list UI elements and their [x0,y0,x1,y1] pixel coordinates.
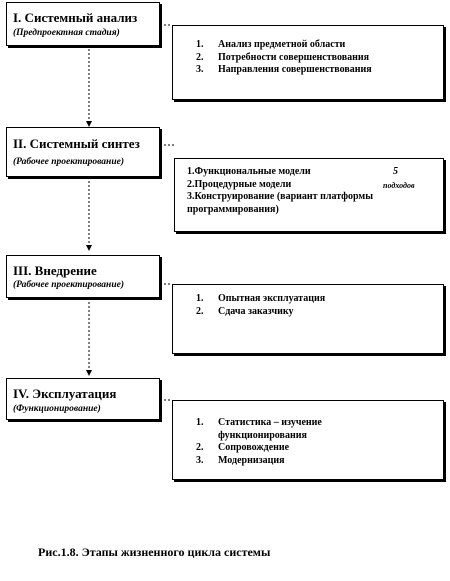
list-item: 2. Потребности совершенствования [196,51,370,63]
list-item: 3. Модернизация [196,454,285,466]
stage-4-title: IV. Эксплуатация [13,386,117,401]
list-item: 1. Анализ предметной области [196,39,346,50]
list-item: 1. Опытная эксплуатация [196,293,326,304]
stage-3-details-box [172,284,444,354]
list-item: 2. Сдача заказчику [196,305,294,317]
stage-1-details-list [196,39,436,77]
list-item: 1.Функциональные модели 5 [187,166,398,177]
list-item: 3. Направления совершенствования [196,64,372,75]
stage-1-details-box [172,25,444,100]
stage-4-details-list [196,417,396,467]
stage-2-title: II. Системный синтез [13,136,140,151]
note-approaches: подходов [383,180,415,190]
stage-2-details-box [174,158,444,232]
stage-4-details-box [172,400,444,480]
stage-3-subtitle: (Рабочее проектирование) [13,280,124,290]
stage-2-box [6,127,160,177]
stage-3-title: III. Внедрение [13,263,97,278]
stage-4-box [6,378,160,420]
stage-1-title: I. Системный анализ [13,10,138,25]
list-item: 1. Статистика – изучение функционирования [196,417,322,441]
list-item: 3.Конструирование (вариант платформы программирования) [187,191,374,215]
stage-1-box [6,2,160,46]
list-item: 2.Процедурные модели подходов [187,179,437,192]
stage-3-details-list [196,293,436,318]
stage-2-subtitle: (Рабочее проектирование) [13,157,124,167]
stage-2-details-list [187,166,437,216]
stage-1-subtitle: (Предпроектная стадия) [13,28,120,38]
stage-4-subtitle: (Функционирование) [13,404,101,414]
list-item: 2. Сопровождение [196,442,290,453]
stage-3-box [6,255,160,298]
note-five: 5 [393,166,398,177]
figure-caption: Рис.1.8. Этапы жизненного цикла системы [38,545,271,559]
